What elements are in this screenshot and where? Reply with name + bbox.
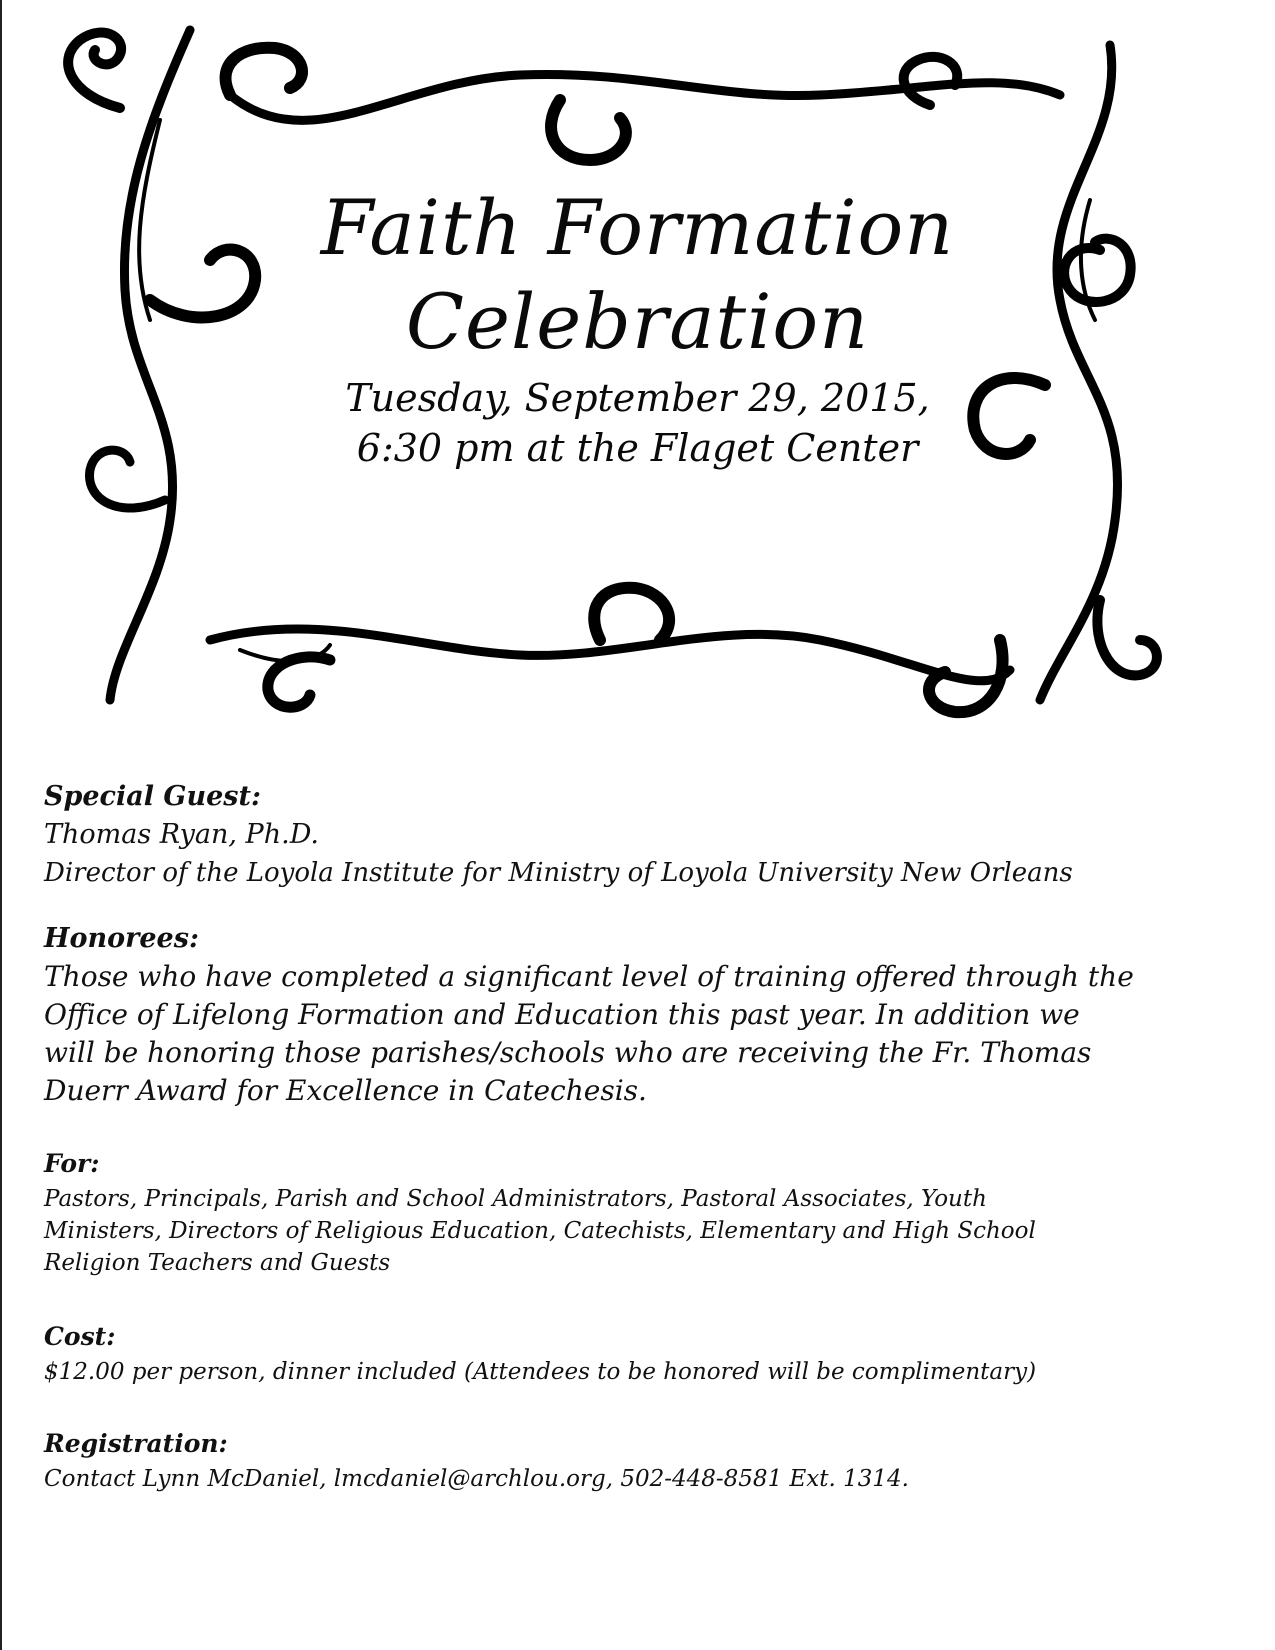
audience-line: Ministers, Directors of Religious Education, Catechists, Elementary and High School	[44, 1218, 1036, 1244]
special-guest-name: Thomas Ryan, Ph.D.	[44, 819, 319, 850]
special-guest-role: Director of the Loyola Institute for Ministry of Loyola University New Orleans	[44, 858, 1073, 888]
honorees-line: Those who have completed a significant level of training offered through the	[44, 960, 1134, 993]
registration-section	[44, 1425, 1244, 1495]
audience-line: Religion Teachers and Guests	[44, 1250, 391, 1276]
special-guest-heading: Special Guest:	[44, 781, 261, 812]
honorees-section	[44, 920, 1244, 1110]
registration-heading: Registration:	[44, 1429, 228, 1458]
title-line-2: Celebration	[405, 277, 870, 366]
audience-line: Pastors, Principals, Parish and School Administrators, Pastoral Associates, Youth	[44, 1186, 987, 1212]
audience-heading: For:	[44, 1149, 100, 1178]
honorees-line: Duerr Award for Excellence in Catechesis.	[44, 1074, 647, 1107]
audience-section	[44, 1145, 1244, 1279]
honorees-line: Office of Lifelong Formation and Education this past year. In addition we	[44, 998, 1080, 1031]
cost-heading: Cost:	[44, 1322, 116, 1351]
event-time-place: 6:30 pm at the Flaget Center	[356, 426, 919, 470]
honorees-heading: Honorees:	[44, 923, 199, 954]
special-guest-section	[44, 778, 1244, 892]
honorees-line: will be honoring those parishes/schools who are receiving the Fr. Thomas	[44, 1036, 1092, 1069]
cost-text: $12.00 per person, dinner included (Attendees to be honored will be complimentary)	[44, 1359, 1037, 1385]
cost-section	[44, 1318, 1244, 1388]
registration-text: Contact Lynn McDaniel, lmcdaniel@archlou.org, 502-448-8581 Ext. 1314.	[44, 1466, 909, 1492]
event-date: Tuesday, September 29, 2015,	[345, 376, 930, 420]
title-line-1: Faith Formation	[320, 183, 955, 272]
